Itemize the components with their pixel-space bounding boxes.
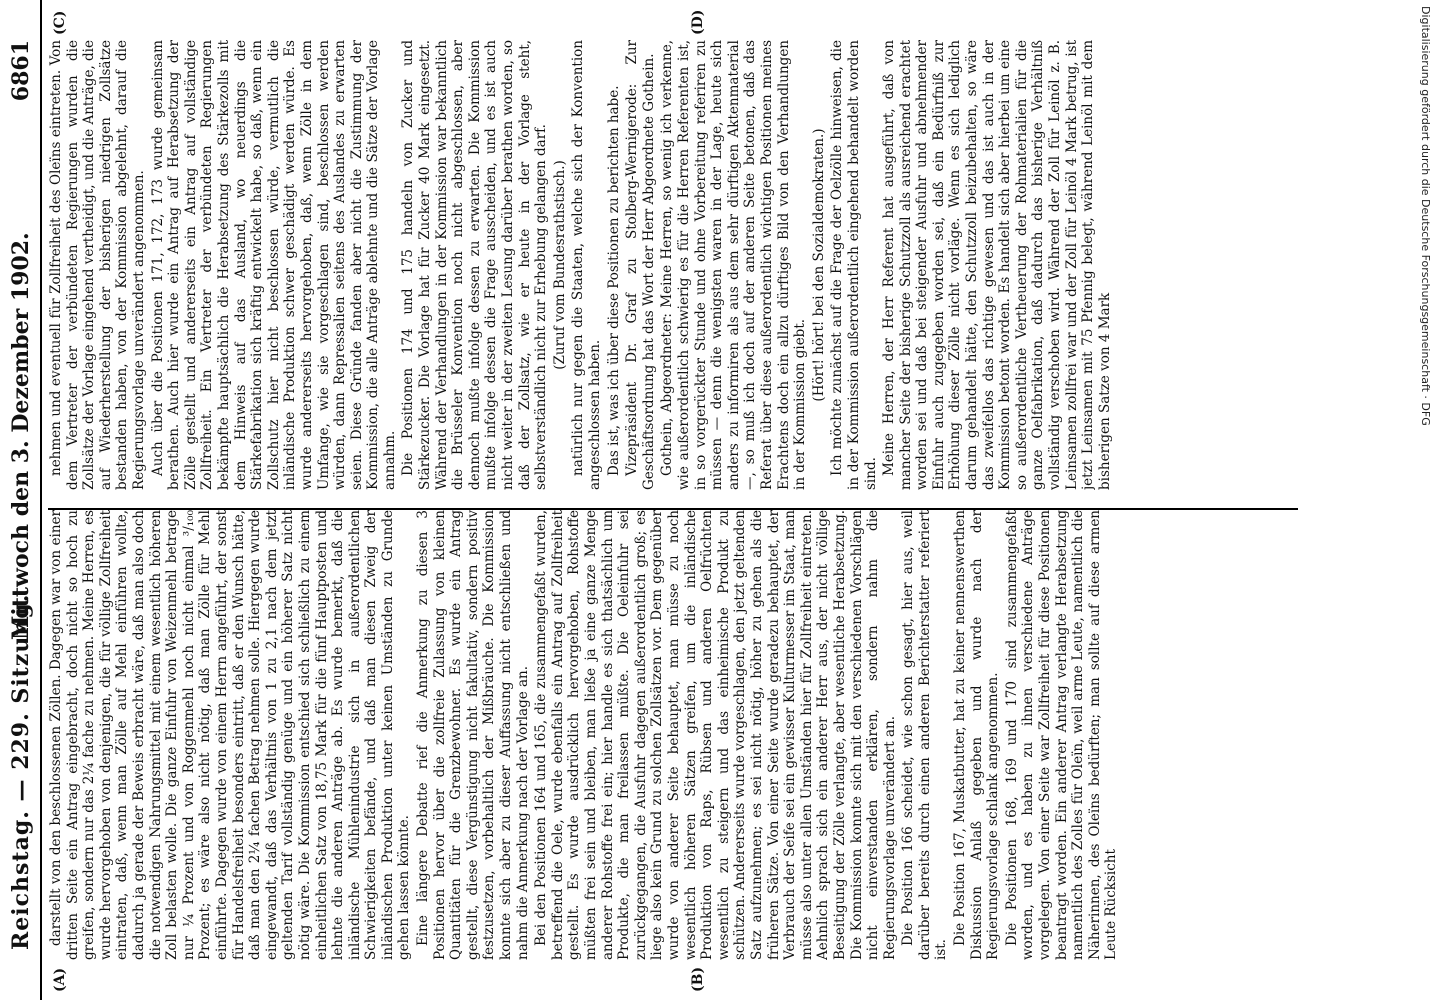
marker-c: (C) bbox=[52, 10, 68, 35]
interjection: (Zuruf vom Bundesrathstisch.) bbox=[551, 160, 568, 370]
paragraph: Ich möchte zunächst auf die Frage der Oelzölle hinweisen, die in der Kommission außerordentlich eingehend behandelt worden sind. bbox=[829, 40, 879, 490]
paragraph: Die Positionen 174 und 175 handeln von Zucker und Stärkezucker. Die Vorlage hat für Zucker 40 Mark eingesetzt. Während der Verhandlungen in der Kommission war bekanntlich die Brüsseler Konvention noch nicht abgeschlossen, aber dennoch mußte infolge dessen zu erwarten. Die Kommission mußte infolge dessen die Frage ausscheiden, und es ist auch nicht weiter in der zweiten Lesung darüber berathen worden, so daß der Zollsatz, wie er heute in der Vorlage steht, selbstverständlich nicht zur Erhebung gelangen darf. bbox=[400, 40, 550, 490]
page-number: 6861 bbox=[8, 40, 34, 102]
paragraph: darstellt von den beschlossenen Zöllen. Dagegen war von einer dritten Seite ein Antrag eingebracht, doch nicht so hoch zu greifen, sondern nur das 2¼ fache zu nehmen. Meine Herren, es wurde hervorgehoben von denjenigen, die für völlige Zollfreiheit eintraten, daß, wenn man Zölle auf Mehl einführen wollte, dadurch ja gerade der Beweis erbracht wäre, daß man also doch die notwendigen Nahrungsmittel mit einem wesentlich höheren Zoll belasten wolle. Die ganze Einfuhr von Weizenmehl betrage nur ¼ Prozent und von Roggenmehl noch nicht einmal ³/₁₀₀ Prozent; es wäre also nicht nötig, daß man Zölle für Mehl einführte. Dagegen wurde von einem Herrn angeführt, der sonst für Handelsfreiheit besonders eintritt, daß er den Wunsch hätte, daß man den 2¼ fachen Betrag nehmen solle. Hiergegen wurde eingewandt, daß das Verhältnis von 1 zu 2,1 nach dem jetzt geltenden Tarif vollständig genüge und ein höherer Satz nicht nötig wäre. Die Kommission entschied sich schließlich zu einem einheitlichen Satz von 18,75 Mark für die fünf Hauptposten und lehnte die anderen Anträge ab. Es wurde bemerkt, daß die inländische Mühlenindustrie sich in außerordentlichen Schwierigkeiten befände, und daß man diesen Zweig der inländischen Produktion unter keinen Umständen zu Grunde gehen lassen könnte. bbox=[48, 510, 413, 960]
digitization-credit bbox=[1412, 6, 1434, 996]
paragraph: natürlich nur gegen die Staaten, welche sich der Konvention angeschlossen haben. bbox=[570, 40, 603, 490]
header-date: Mittwoch den 3. Dezember 1902. bbox=[8, 232, 34, 640]
interjection: (Hört! hört! bei den Sozialdemokraten.) bbox=[810, 128, 827, 402]
paragraph: Bei den Positionen 164 und 165, die zusammengefaßt wurden, betreffend die Oele, wurde ebenfalls ein Antrag auf Zollfreiheit gestellt. Es wurde ausdrücklich hervorgehoben, Rohstoffe müßten frei sein und bleiben, man ließe ja eine ganze Menge anderer Rohstoffe frei ein; hier handle es sich thatsächlich um Produkte, die man freilassen müßte. Die Oeleinfuhr sei zurückgegangen, die Ausfuhr dagegen außerordentlich groß; es liege also kein Grund zu solchen Zollsätzen vor. Dem gegenüber wurde von anderer Seite behauptet, man müsse zu noch wesentlich höheren Sätzen greifen, um die inländische Produktion von Raps, Rübsen und anderen Oelfrüchten wesentlich zu steigern und das einheimische Produkt zu schützen. Andererseits wurde vorgeschlagen, den jetzt geltenden Satz aufzunehmen; es sei nicht nötig, höher zu gehen als die früheren Sätze. Von einer Seite wurde geradezu behauptet, der Verbrauch der Seife sei ein gewisser Kulturmesser im Staat, man müsse also unter allen Umständen hier für Zollfreiheit eintreten. Aehnlich sprach sich ein anderer Herr aus, der nicht völlige Beseitigung der Zölle verlangte, aber wesentliche Herabsetzung. Die Kommission konnte sich mit den verschiedenen Vorschlägen nicht einverstanden erklären, sondern nahm die Regierungsvorlage unverändert an. bbox=[533, 510, 898, 960]
marker-d: (D) bbox=[690, 9, 706, 35]
marker-b: (B) bbox=[690, 966, 706, 992]
paragraph: Das ist, was ich über diese Positionen zu berichten habe. bbox=[605, 85, 622, 476]
credit-text: Digitalisierung gefördert durch die Deutsche Forschungsgemeinschaft · DFG bbox=[1419, 6, 1432, 426]
paragraph: Meine Herren, der Herr Referent hat ausgeführt, daß von mancher Seite der bisherige Schutzzoll als ausreichend erachtet worden sei und daß bei steigender Ausfuhr und abnehmender Einfuhr auch zugegeben worden sei, daß ein Bedürfniß zur Erhöhung dieser Zölle nicht vorläge. Wenn es sich lediglich darum gehandelt hätte, den Schutzzoll beizubehalten, so wäre das zweifellos das richtige gewesen und das ist auch in der Kommission betont worden. Es handelt sich aber hierbei um eine so außerordentliche Vertheuerung der Rohmaterialien für die ganze Oelfabrikation, daß dadurch das bisherige Verhältniß vollständig verschoben wird. Während der Zoll für Leinöl z. B. Leinsamen zollfrei war und der Zoll für Leinöl 4 Mark betrug, ist jetzt Leinsamen mit 75 Pfennig belegt, während Leinöl mit dem bisherigen Satze von 4 Mark bbox=[881, 40, 1113, 490]
paragraph: Vizepräsident Dr. Graf zu Stolberg-Wernigerode: Zur Geschäftsordnung hat das Wort der Herr Abgeordnete Gothein. bbox=[624, 40, 657, 490]
paragraph: Die Position 166 scheidet, wie schon gesagt, hier aus, weil darüber bereits durch einen anderen Berichterstatter referiert ist. bbox=[900, 510, 950, 960]
page-header bbox=[0, 0, 42, 1000]
left-column bbox=[48, 510, 1298, 960]
paragraph: Eine längere Debatte rief die Anmerkung zu diesen 3 Positionen hervor über die zollfreie Zulassung von kleinen Quantitäten für die Grenzbewohner. Es wurde ein Antrag gestellt, diese Vergünstigung nicht fakultativ, sondern positiv festzusetzen, vorbehaltlich der Mißbräuche. Die Kommission konnte sich aber zu dieser Auffassung nicht entschließen und nahm die Anmerkung nach der Vorlage an. bbox=[415, 510, 531, 960]
paragraph: Auch über die Positionen 171, 172, 173 wurde gemeinsam berathen. Auch hier wurde ein Antrag auf Herabsetzung der Zölle gestellt und andererseits ein Antrag auf vollständige Zollfreiheit. Ein Vertreter der verbündeten Regierungen bekämpfte hauptsächlich die Herabsetzung des Stärkezolls mit dem Hinweis auf das Ausland, wo neuerdings die Stärkefabrikation sich kräftig entwickelt habe, so daß, wenn ein Zollschutz hier nicht beschlossen würde, vermutlich die inländische Produktion schwer geschädigt werden würde. Es wurde andererseits hervorgehoben, daß, wenn Zölle in dem Umfange, wie sie vorgeschlagen sind, beschlossen werden würden, dann Repressalien seitens des Auslandes zu erwarten seien. Diese Gründe fanden aber nicht die Zustimmung der Kommission, die alle Anträge ablehnte und die Sätze der Vorlage annahm. bbox=[149, 40, 398, 490]
paragraph: Die Position 167, Muskatbutter, hat zu keiner nennenswerthen Diskussion Anlaß gegeben und wurde nach der Regierungsvorlage schlank angenommen. bbox=[952, 510, 1002, 960]
marker-a: (A) bbox=[52, 967, 68, 992]
paragraph: Gothein, Abgeordneter: Meine Herren, so wenig ich verkenne, wie außerordentlich schwierig es für die Herren Referenten ist, in so vorgerückter Stunde und ohne Vorbereitung referiren zu müssen — denn die wenigsten waren in der Lage, heute sich anders zu informiren als aus dem sehr dürftigen Aktenmaterial —, so muß ich doch auf der anderen Seite betonen, daß das Referat über diese außerordentlich wichtigen Positionen meines Erachtens doch ein allzu dürftiges Bild von den Verhandlungen in der Kommission giebt. bbox=[659, 40, 809, 490]
column-divider bbox=[48, 508, 1298, 510]
paragraph: nehmen und eventuell für Zollfreiheit des Oleïns eintreten. Von dem Vertreter der verbündeten Regierungen wurden die Zollsätze der Vorlage eingehend vertheidigt, und die Anträge, die auf Wiederherstellung der bisherigen niedrigen Zollsätze bestanden haben, von der Kommission abgelehnt, darauf die Regierungsvorlage unverändert angenommen. bbox=[48, 40, 147, 490]
paragraph: Die Positionen 168, 169 und 170 sind zusammengefaßt worden, und es haben zu ihnen verschiedene Anträge vorgelegen. Von einer Seite war Zollfreiheit für diese Positionen beantragt worden. Ein anderer Antrag verlangte Herabsetzung namentlich des Zolles für Oleïn, weil arme Leute, namentlich die Näherinnen, des Oleïns bedürften; man sollte auf diese armen Leute Rücksicht bbox=[1003, 510, 1120, 960]
right-column bbox=[48, 40, 1298, 490]
header-session: Reichstag. — 229. Sitzung. bbox=[8, 593, 34, 950]
